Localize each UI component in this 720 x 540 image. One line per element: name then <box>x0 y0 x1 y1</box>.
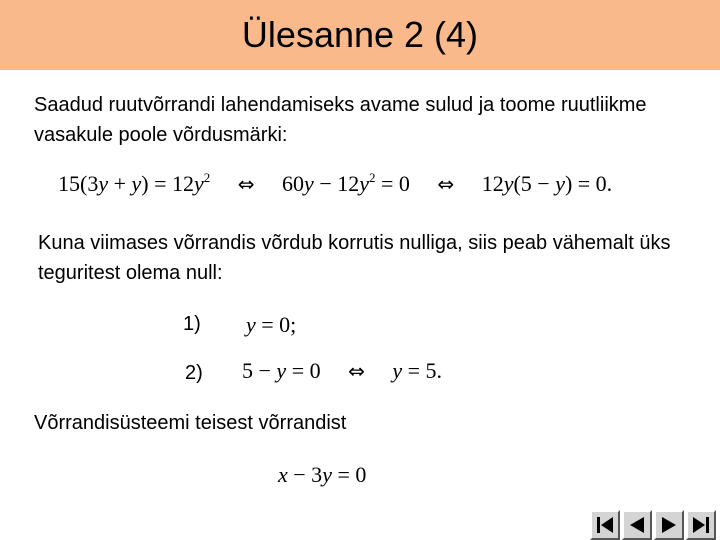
first-slide-button[interactable] <box>590 510 620 540</box>
equation-case-2: 5 − y = 0 ⇔ y = 5. <box>242 358 443 383</box>
slide-title: Ülesanne 2 (4) <box>241 14 479 55</box>
equivalence-arrow-icon: ⇔ <box>237 172 255 196</box>
paragraph-system: Võrrandisüsteemi teisest võrrandist <box>34 412 347 434</box>
title-bar <box>0 0 720 70</box>
case-1-label: 1) <box>183 313 201 335</box>
paragraph-intro: Saadud ruutvõrrandi lahendamiseks avame sulud ja toome ruutliikme vasakule poole võrdusmärki: <box>34 94 647 146</box>
equation-system: x − 3y = 0 <box>278 462 367 487</box>
previous-slide-button[interactable] <box>622 510 652 540</box>
equivalence-arrow-icon: ⇔ <box>348 359 365 383</box>
last-slide-button[interactable] <box>686 510 716 540</box>
next-slide-button[interactable] <box>654 510 684 540</box>
equivalence-arrow-icon: ⇔ <box>437 172 455 196</box>
slide-navigation <box>590 510 716 540</box>
last-slide-icon <box>689 513 713 537</box>
paragraph-factor: Kuna viimases võrrandis võrdub korrutis nulliga, siis peab vähemalt üks teguritest olema null: <box>38 232 671 284</box>
previous-slide-icon <box>625 513 649 537</box>
first-slide-icon <box>593 513 617 537</box>
equation-expansion: $15(3y + y) = 12y^2$ ⇔ $60y - 12y^2 = 0$ ⇔ 12y(5 − y) = 0. <box>58 170 613 196</box>
equation-case-1: y = 0; <box>246 312 297 337</box>
case-2-label: 2) <box>185 362 203 384</box>
next-slide-icon <box>657 513 681 537</box>
